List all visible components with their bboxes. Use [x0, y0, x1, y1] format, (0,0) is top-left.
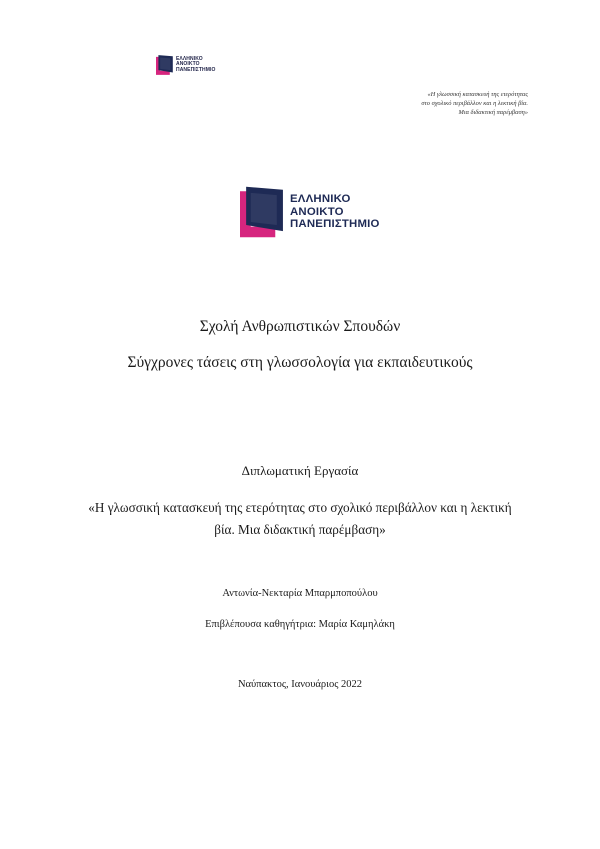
logo-main-line-3: ΠΑΝΕΠΙΣΤΗΜΙΟ	[290, 218, 380, 231]
author-name: Αντωνία-Νεκταρία Μπαρμποπούλου	[222, 588, 378, 599]
thesis-title-line-1: «Η γλωσσική κατασκευή της ετερότητας στο σχολικό περιβάλλον και η λεκτική	[88, 500, 512, 515]
university-emblem-large-icon	[240, 186, 286, 238]
program-name: Σύγχρονες τάσεις στη γλωσσολογία για εκπαιδευτικούς	[127, 354, 473, 371]
running-header	[308, 90, 528, 117]
university-logo-main	[240, 186, 380, 238]
logo-small-line-1: ΕΛΛΗΝΙΚΟ	[176, 56, 203, 63]
logo-main-text	[290, 193, 380, 231]
running-header-line-1: «Η γλωσσική κατασκευή της ετερότητας	[427, 91, 528, 98]
thesis-title	[70, 497, 530, 541]
running-header-line-3: Μια διδακτική παρέμβαση»	[458, 109, 528, 116]
logo-small-line-2: ΑΝΟΙΚΤΟ	[176, 61, 200, 68]
logo-small-line-3: ΠΑΝΕΠΙΣΤΗΜΙΟ	[176, 66, 216, 73]
logo-small-text	[176, 57, 215, 73]
logo-main-line-2: ΑΝΟΙΚΤΟ	[290, 205, 344, 218]
school-name: Σχολή Ανθρωπιστικών Σπουδών	[199, 318, 401, 335]
supervisor: Επιβλέπουσα καθηγήτρια: Μαρία Καμηλάκη	[205, 619, 395, 630]
running-header-line-2: στο σχολικό περιβάλλον και η λεκτική βία.	[421, 100, 528, 107]
thesis-type: Διπλωματική Εργασία	[241, 463, 359, 478]
thesis-title-line-2: βία. Μια διδακτική παρέμβαση»	[214, 522, 386, 537]
logo-main-line-1: ΕΛΛΗΝΙΚΟ	[290, 192, 351, 205]
place-date: Ναύπακτος, Ιανουάριος 2022	[237, 679, 363, 690]
university-logo-small	[156, 55, 215, 75]
university-emblem-icon	[156, 55, 174, 75]
